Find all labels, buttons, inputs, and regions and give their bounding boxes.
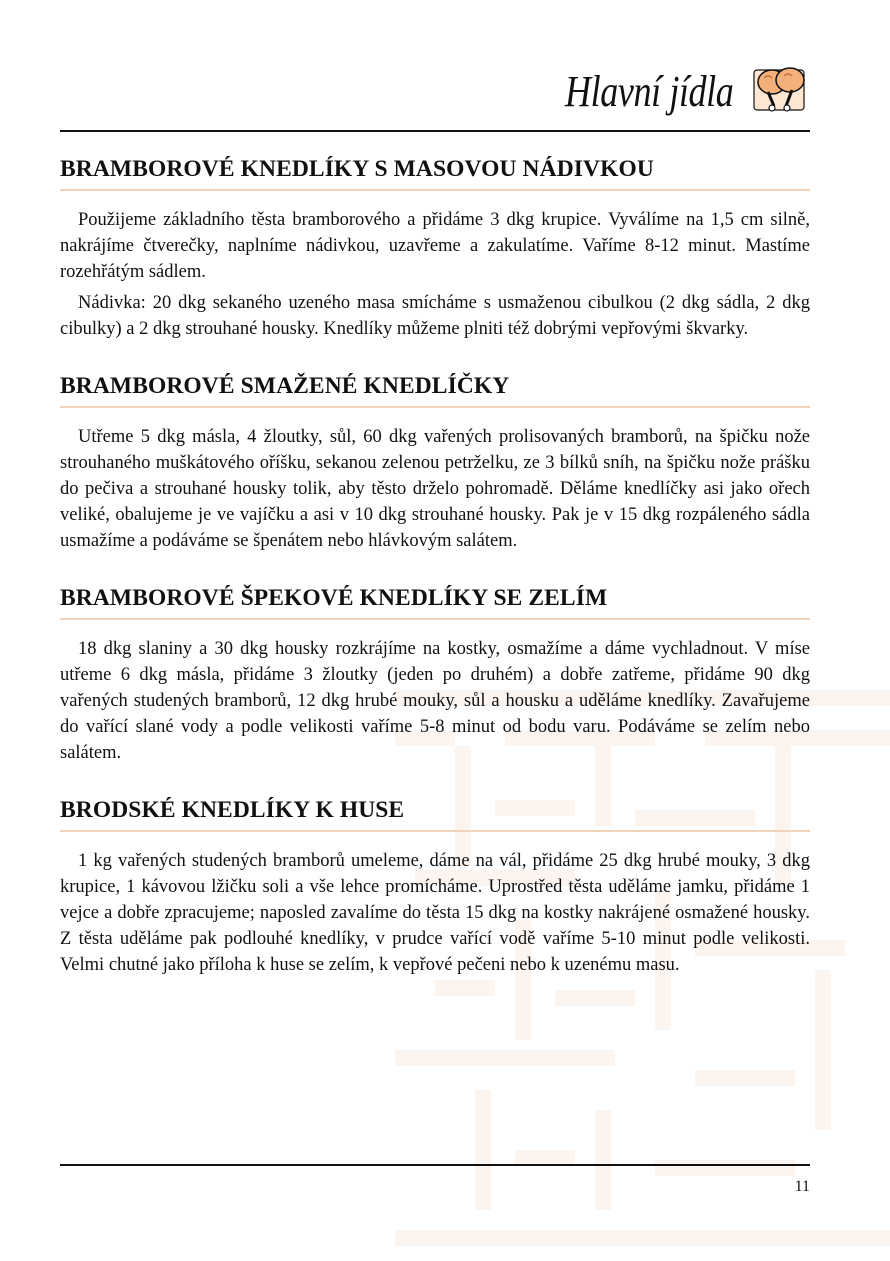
recipe-paragraph: Utřeme 5 dkg másla, 4 žloutky, sůl, 60 dkg vařených prolisovaných bramborů, na špičku nože strouhaného muškátového oříšku, sekanou zelenou petrželku, ze 3 bílků sníh, na špičku nože prášku do pečiva a strouhané housky tolik, aby těsto drželo pohromadě. Děláme knedlíčky asi jako ořech veliké, obalujeme je ve vajíčku a asi v 10 dkg strouhané housky. Pak je v 15 dkg rozpáleného sádla usmažíme a podáváme se špenátem nebo hlávkovým salátem. — [60, 427, 810, 551]
recipe-title: BRAMBOROVÉ KNEDLÍKY S MASOVOU NÁDIVKOU — [60, 152, 810, 191]
header-rule — [60, 130, 810, 132]
footer-rule — [60, 1164, 810, 1166]
recipe-title: BRAMBOROVÉ ŠPEKOVÉ KNEDLÍKY SE ZELÍM — [60, 581, 810, 620]
recipe-paragraph: 1 kg vařených studených bramborů umeleme, dáme na vál, přidáme 25 dkg hrubé mouky, 3 dkg krupice, 1 kávovou lžičku soli a vše lehce promícháme. Uprostřed těsta uděláme jamku, přidáme 1 vejce a dobře zpracujeme; naposled zavalíme do těsta 15 dkg na kostky nakrájené osmažené housky. Z těsta uděláme pak podlouhé knedlíky, v prudce vařící vodě vaříme 5-10 minut podle velikosti. Velmi chutné jako příloha k huse se zelím, k vepřové pečeni nebo k uzenému masu. — [60, 851, 810, 975]
recipe-paragraph: Použijeme základního těsta bramborového a přidáme 3 dkg krupice. Vyválíme na 1,5 cm silně, nakrájíme čtverečky, naplníme nádivkou, uzavřeme a zakulatíme. Vaříme 8-12 minut. Mastíme rozehřátým sádlem. — [60, 210, 810, 282]
recipe-section — [60, 369, 810, 554]
recipe-paragraph: Nádivka: 20 dkg sekaného uzeného masa smícháme s usmaženou cibulkou (2 dkg sádla, 2 dkg cibulky) a 2 dkg strouhané housky. Knedlíky můžeme plniti též dobrými vepřovými škvarky. — [60, 293, 810, 339]
page-header — [60, 58, 810, 130]
recipe-title: BRODSKÉ KNEDLÍKY K HUSE — [60, 793, 810, 832]
chicken-drumstick-icon — [752, 62, 810, 114]
recipe-section — [60, 581, 810, 766]
chapter-title: Hlavní jídla — [564, 67, 733, 116]
recipe-section — [60, 152, 810, 342]
page-number: 11 — [794, 1178, 810, 1195]
page-content — [60, 152, 810, 1005]
recipe-paragraph: 18 dkg slaniny a 30 dkg housky rozkrájíme na kostky, osmažíme a dáme vychladnout. V míse utřeme 6 dkg másla, přidáme 3 žloutky (jeden po druhém) a dobře zatřeme, přidáme 90 dkg vařených studených bramborů, 12 dkg hrubé mouky, sůl a housku a uděláme knedlíky. Zavařujeme do vařící slané vody a podle velikosti vaříme 5-8 minut od bodu varu. Podáváme se zelím nebo salátem. — [60, 639, 810, 763]
recipe-section — [60, 793, 810, 978]
recipe-title: BRAMBOROVÉ SMAŽENÉ KNEDLÍČKY — [60, 369, 810, 408]
